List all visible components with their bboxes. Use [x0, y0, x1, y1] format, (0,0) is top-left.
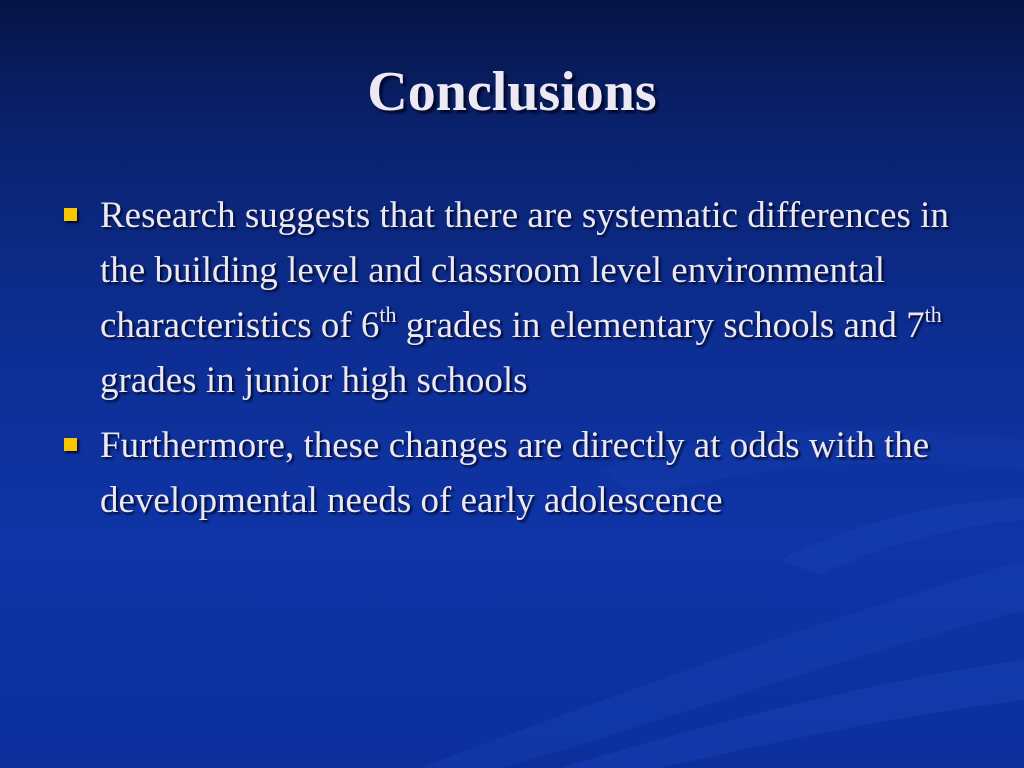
- square-bullet-icon: [64, 208, 77, 221]
- bullet-superscript-th-2: th: [924, 302, 942, 327]
- slide-title: Conclusions: [367, 61, 657, 123]
- bullet-text-part2: grades in elementary schools and 7: [396, 305, 925, 346]
- bullet-superscript-th-1: th: [379, 302, 397, 327]
- bullet-item-furthermore: [60, 418, 960, 528]
- bullet-text-part3: grades in junior high schools: [100, 360, 528, 401]
- bullet-item-research: [60, 188, 960, 408]
- bullet-list: [60, 188, 960, 538]
- bullet-text: Furthermore, these changes are directly at odds with the developmental needs of early adolescence: [100, 425, 930, 521]
- square-bullet-icon: [64, 438, 77, 451]
- bullet-text-part1: Research suggests that there are systematic differences in the building level and classroom level environmental characteristics of 6: [100, 195, 949, 346]
